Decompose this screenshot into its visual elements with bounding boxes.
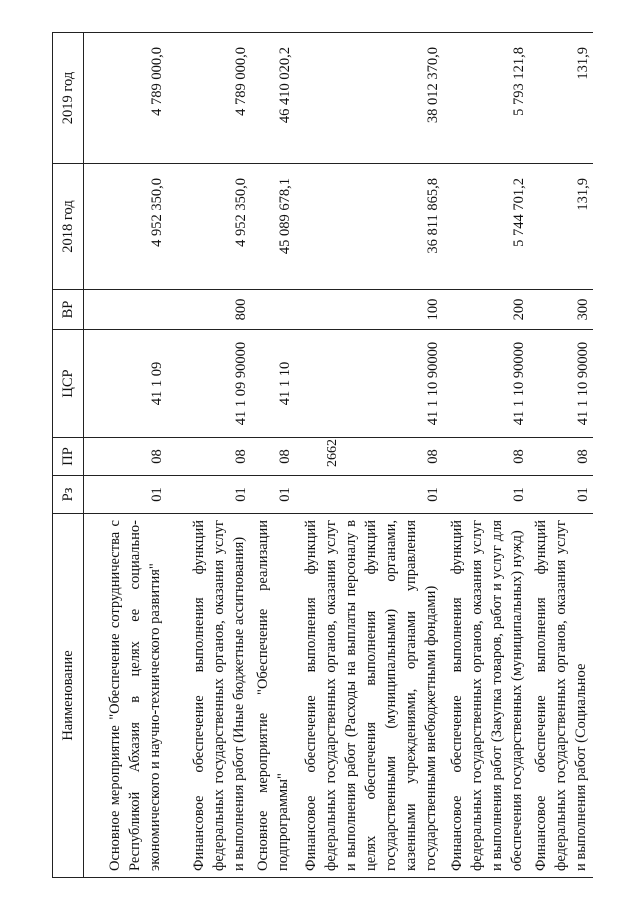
row-vr <box>84 290 167 330</box>
page-number: 2662 <box>325 439 340 467</box>
table-row <box>443 33 529 878</box>
row-name: Основное мероприятие "Обеспечение сотрудничества с Республикой Абхазия в целях ее социально-экономического и научно-технического развития" <box>84 514 167 878</box>
row-pr: 08 <box>295 438 443 476</box>
table-row <box>84 33 167 878</box>
header-name: Наименование <box>53 514 84 878</box>
row-2019: 4 789 000,0 <box>84 33 167 164</box>
row-name: Финансовое обеспечение выполнения функций федеральных государственных органов, оказания услуг и выполнения работ (Расходы на выплаты персоналу в целях обеспечения выполнения функций государственными (муниципальными) органами, казенными учреждениями, органами управления государственными внебюджетными фондами) <box>295 514 443 878</box>
header-pr: ПР <box>53 438 84 476</box>
header-rz: Рз <box>53 476 84 514</box>
row-rz: 01 <box>443 476 529 514</box>
row-rz: 01 <box>529 476 593 514</box>
row-vr: 100 <box>295 290 443 330</box>
row-name: Финансовое обеспечение выполнения функций федеральных государственных органов, оказания услуг и выполнения работ (Иные бюджетные ассигнования) <box>167 514 251 878</box>
header-2018: 2018 год <box>53 164 84 290</box>
row-pr: 08 <box>529 438 593 476</box>
row-2018: 131,9 <box>529 164 593 290</box>
budget-table <box>52 32 593 878</box>
row-csr: 41 1 10 90000 <box>443 330 529 438</box>
row-2018: 5 744 701,2 <box>443 164 529 290</box>
row-pr: 08 <box>167 438 251 476</box>
row-2018: 45 089 678,1 <box>251 164 295 290</box>
row-vr: 200 <box>443 290 529 330</box>
table-row <box>167 33 251 878</box>
row-rz: 01 <box>84 476 167 514</box>
row-pr: 08 <box>251 438 295 476</box>
row-csr: 41 1 10 <box>251 330 295 438</box>
row-2019: 46 410 020,2 <box>251 33 295 164</box>
header-csr: ЦСР <box>53 330 84 438</box>
row-2019: 131,9 <box>529 33 593 164</box>
row-2019: 5 793 121,8 <box>443 33 529 164</box>
row-csr: 41 1 09 90000 <box>167 330 251 438</box>
table-row <box>529 33 593 878</box>
row-csr: 41 1 10 90000 <box>529 330 593 438</box>
row-2019: 38 012 370,0 <box>295 33 443 164</box>
row-vr <box>251 290 295 330</box>
table-header-row <box>53 33 84 878</box>
row-rz: 01 <box>251 476 295 514</box>
row-vr: 300 <box>529 290 593 330</box>
row-csr: 41 1 10 90000 <box>295 330 443 438</box>
row-2019: 4 789 000,0 <box>167 33 251 164</box>
row-name: Финансовое обеспечение выполнения функций федеральных государственных органов, оказания услуг и выполнения работ (Социальное <box>529 514 593 878</box>
header-2019: 2019 год <box>53 33 84 164</box>
rotated-table-container <box>52 33 591 878</box>
row-2018: 4 952 350,0 <box>84 164 167 290</box>
row-csr: 41 1 09 <box>84 330 167 438</box>
row-name: Финансовое обеспечение выполнения функций федеральных государственных органов, оказания услуг и выполнения работ (Закупка товаров, работ и услуг для обеспечения государственных (муниципальных) нужд) <box>443 514 529 878</box>
row-2018: 36 811 865,8 <box>295 164 443 290</box>
row-pr: 08 <box>443 438 529 476</box>
table-row <box>251 33 295 878</box>
row-name: Основное мероприятие "Обеспечение реализации подпрограммы" <box>251 514 295 878</box>
row-vr: 800 <box>167 290 251 330</box>
row-2018: 4 952 350,0 <box>167 164 251 290</box>
table-row <box>295 33 443 878</box>
header-vr: ВР <box>53 290 84 330</box>
row-rz: 01 <box>295 476 443 514</box>
row-pr: 08 <box>84 438 167 476</box>
row-rz: 01 <box>167 476 251 514</box>
